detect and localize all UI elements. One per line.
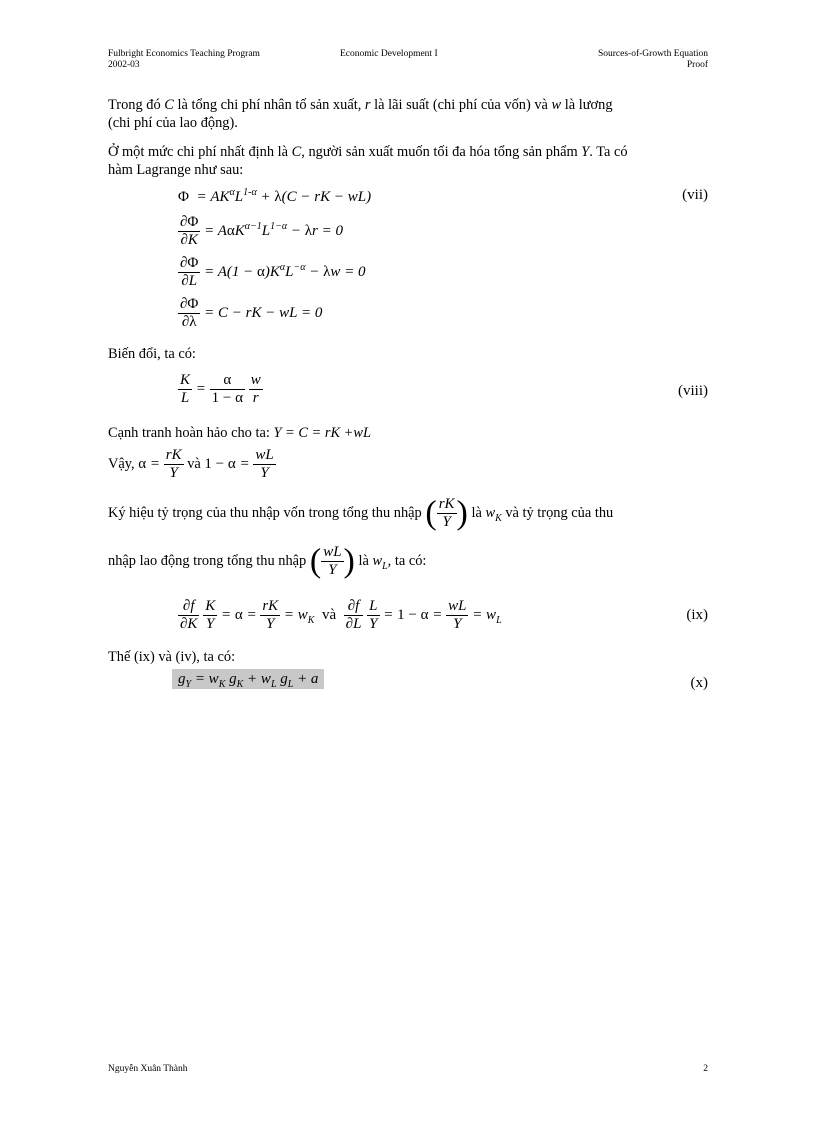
var-r: r [364,97,371,113]
equation-number-ix: (ix) [686,607,708,623]
header-right [598,49,708,71]
equation-factor-shares: $\frac{\partial f}{\partial K}$ $\frac{K}{Y}$ = α = $\frac{rK}{Y}$ = $w_K$ và $\frac{\partial f}{\partial L}$ $\frac{L}{Y}$ = 1 − α = $\frac{wL}{Y}$ = $w_L$ [180,598,502,632]
text: là lương [561,97,613,113]
text: , ta có: [387,552,427,569]
text: và [187,455,201,472]
equation-growth-accounting: $g_Y = w_K$ $g_K + w_L$ $g_L + a$ [172,671,324,690]
text: Ở một mức chi phí nhất định là [108,144,292,160]
paragraph-substitute: Thế (ix) và (iv), ta có: [108,649,236,665]
text: . Ta có [589,144,628,160]
equation-number-viii: (viii) [678,383,708,399]
equation-ratio: $\frac{K}{L}$ = $\frac{\alpha}{1 - \alpha}$ $\frac{w}{r}$ [180,372,261,406]
text: nhập lao động trong tổng thu nhập [108,552,307,569]
text: hàm Lagrange như sau: [108,162,244,178]
text: là [358,552,373,569]
text: (chi phí của lao động). [108,115,238,131]
subscript-K: K [495,512,502,524]
equation-dphi-dlambda: $\frac{\partial\Phi}{\partial\lambda}$ = C − rK − wL = 0 [180,296,323,330]
document-topic: Sources-of-Growth Equation [597,49,708,59]
var-w: w [372,552,383,569]
equation-lagrangian: $\Phi = AK^\alpha L^{1-\alpha} + \lambda(C$ − rK − wL) [178,187,372,205]
equation-number-vii: (vii) [682,187,708,203]
paragraph-definitions [108,96,708,132]
page-number: 2 [703,1064,708,1074]
var-C: C [291,144,302,160]
text: Ký hiệu tỷ trọng của thu nhập vốn trong tổng thu nhập [108,504,422,521]
text: Cạnh tranh hoàn hảo cho ta: [108,425,274,441]
equation-number-x: (x) [690,675,708,691]
text: Trong đó [108,97,165,113]
paragraph-capital-share: Ký hiệu tỷ trọng của thu nhập vốn trong tổng thu nhập ( $\frac{rK}{Y}$ ) là $w_K$ và tỷ trọng của thu [108,494,614,532]
course-name: Economic Development I [340,49,438,59]
inline-equation: Y = C = rK +wL [273,425,371,441]
paragraph-labor-share: nhập lao động trong tổng thu nhập ( $\frac{wL}{Y}$ ) là $w_L$, ta có: [108,542,427,580]
var-C: C [164,97,174,113]
text: và [321,606,337,623]
paragraph-transform: Biến đổi, ta có: [108,346,196,362]
paragraph-shares: Vậy, α = $\frac{rK}{Y}$ và 1 − α = $\frac{wL}{Y}$ [108,447,274,481]
text: là [471,504,486,521]
header-left [108,49,260,71]
var-Y: Y [581,144,590,160]
text: Vậy, [108,455,135,472]
program-name: Fulbright Economics Teaching Program [108,49,260,59]
text: là lãi suất (chi phí của vốn) và [370,97,552,113]
footer-author: Nguyễn Xuân Thành [108,1064,188,1074]
equation-dphi-dk: $\frac{\partial\Phi}{\partial K}$ = $A\alpha K^{\alpha-1}L^{1-\alpha} - \lambda r = 0$ [180,214,344,248]
equation-dphi-dl: $\frac{\partial\Phi}{\partial L}$ = $A(1 - \alpha)K^\alpha L^{-\alpha} - \lambda w = 0$ [180,255,366,289]
document-subtitle: Proof [686,60,708,70]
text: và tỷ trọng của thu [501,504,614,521]
subscript-L: L [382,560,388,572]
text: , người sản xuất muốn tối đa hóa tổng sản phẩm [301,144,582,160]
var-w: w [485,504,496,521]
text: là tổng chi phí nhân tố sản xuất, [173,97,365,113]
var-w: w [551,97,562,113]
paragraph-perfect-competition [108,424,371,442]
paragraph-lagrange-intro [108,143,708,179]
academic-year: 2002-03 [108,60,140,70]
